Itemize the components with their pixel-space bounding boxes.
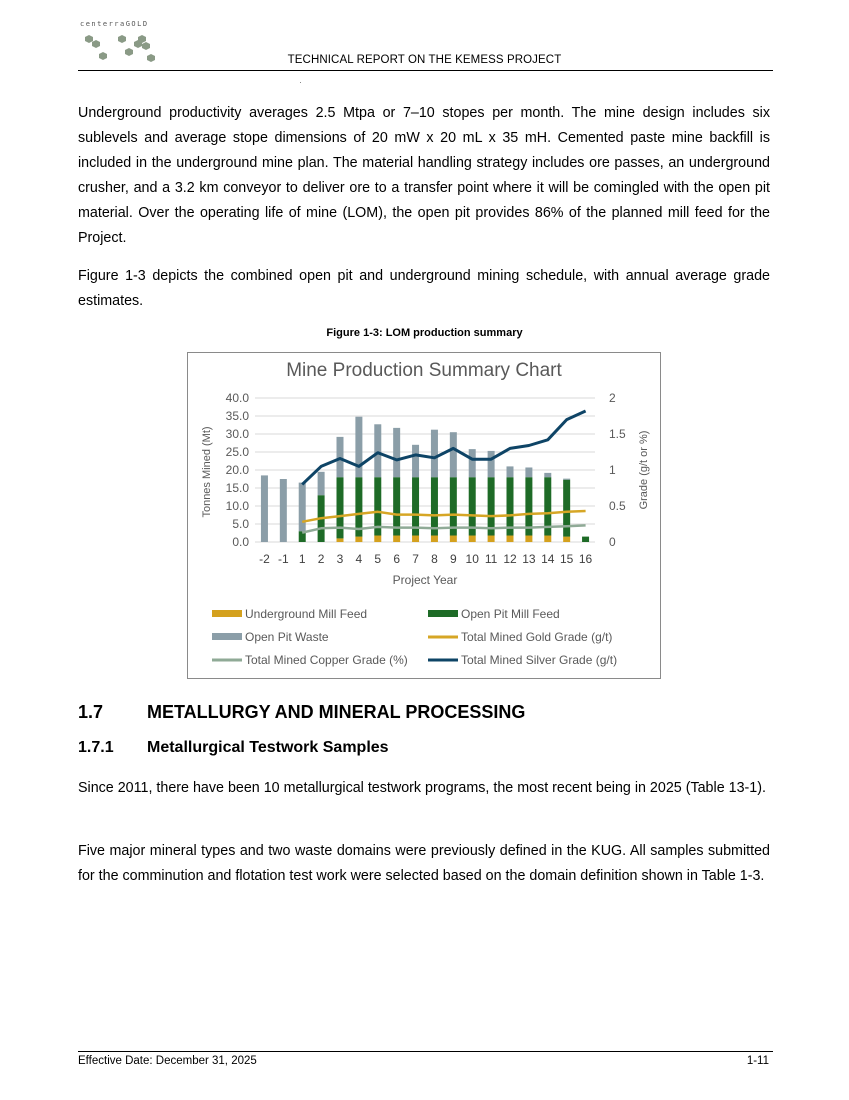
bar-segment: [299, 483, 306, 532]
production-chart: [187, 352, 661, 679]
x-tick-label: 10: [465, 552, 479, 566]
section-number: 1.7: [78, 702, 104, 722]
x-tick-label: 4: [355, 552, 363, 566]
bar-segment: [563, 537, 570, 542]
x-tick-label: -1: [277, 552, 289, 566]
bar-segment: [431, 477, 438, 535]
bar-segment: [355, 417, 362, 477]
y2-tick-label: 1.5: [609, 427, 626, 441]
bar-segment: [393, 536, 400, 542]
x-tick-label: 3: [336, 552, 344, 566]
x-axis-label: Project Year: [392, 573, 458, 587]
section-heading: [78, 702, 525, 723]
y-tick-label: 5.0: [232, 517, 249, 531]
legend-label: Open Pit Waste: [245, 630, 329, 644]
bar-segment: [582, 537, 589, 542]
bar-segment: [355, 537, 362, 542]
header-divider: [78, 70, 773, 71]
y2-tick-label: 0: [609, 535, 616, 549]
legend-label: Total Mined Gold Grade (g/t): [461, 630, 613, 644]
y-tick-label: 15.0: [225, 481, 249, 495]
bar-segment: [469, 536, 476, 542]
paragraph-mineral-types: Five major mineral types and two waste domains were previously defined in the KUG. All samples submitted for the comminution and flotation test work were selected based on the domain definition shown in Table 1-3.: [78, 843, 770, 884]
x-tick-label: 11: [484, 552, 498, 566]
legend-swatch: [428, 610, 458, 617]
bar-segment: [507, 536, 514, 542]
footer-divider: [78, 1051, 773, 1052]
y-tick-label: 40.0: [225, 391, 249, 405]
x-tick-label: 9: [449, 552, 457, 566]
x-tick-label: 5: [374, 552, 382, 566]
y-tick-label: 20.0: [225, 463, 249, 477]
chart-title: Mine Production Summary Chart: [286, 360, 562, 381]
bar-segment: [337, 477, 344, 538]
series-line: [302, 411, 585, 484]
report-title: TECHNICAL REPORT ON THE KEMESS PROJECT: [287, 54, 562, 66]
paragraph-figure-intro: Figure 1-3 depicts the combined open pit and underground mining schedule, with annual average grade estimates.: [78, 268, 770, 309]
logo-text: centerraGOLD: [80, 20, 149, 28]
y2-axis-label: Grade (g/t or %): [638, 430, 650, 510]
section-title: METALLURGY AND MINERAL PROCESSING: [147, 702, 526, 722]
x-tick-label: 7: [412, 552, 419, 566]
bar-segment: [261, 475, 268, 542]
bar-segment: [318, 472, 325, 495]
bar-segment: [488, 536, 495, 542]
bar-segment: [525, 536, 532, 542]
figure-caption: Figure 1-3: LOM production summary: [326, 327, 523, 339]
legend-label: Open Pit Mill Feed: [461, 607, 560, 621]
x-tick-label: 16: [578, 552, 593, 566]
y-tick-label: 0.0: [232, 535, 249, 549]
y-tick-label: 30.0: [225, 427, 249, 441]
x-tick-label: 13: [522, 552, 536, 566]
bar-segment: [431, 536, 438, 542]
bar-segment: [450, 432, 457, 477]
bar-segment: [450, 536, 457, 542]
bar-segment: [412, 445, 419, 477]
bar-segment: [431, 430, 438, 478]
bar-segment: [488, 451, 495, 477]
y-axis-label: Tonnes Mined (Mt): [201, 426, 213, 518]
legend-swatch: [212, 633, 242, 640]
y2-tick-label: 1: [609, 463, 616, 477]
effective-date: Effective Date: December 31, 2025: [78, 1055, 257, 1067]
bar-segment: [488, 477, 495, 535]
bar-segment: [412, 536, 419, 542]
stray-dot: [300, 82, 301, 83]
y-tick-label: 35.0: [225, 409, 249, 423]
subsection-heading: [78, 739, 389, 757]
x-tick-label: -2: [259, 552, 270, 566]
bar-segment: [374, 424, 381, 477]
y-tick-label: 25.0: [225, 445, 249, 459]
bar-segment: [507, 466, 514, 477]
y-tick-label: 10.0: [225, 499, 249, 513]
legend-swatch: [212, 610, 242, 617]
x-tick-label: 8: [431, 552, 438, 566]
bar-segment: [469, 449, 476, 477]
bar-segment: [525, 467, 532, 477]
legend-label: Total Mined Silver Grade (g/t): [461, 653, 618, 667]
x-tick-label: 1: [298, 552, 306, 566]
x-tick-label: 6: [393, 552, 401, 566]
y2-tick-label: 2: [609, 391, 616, 405]
bar-segment: [374, 536, 381, 542]
x-tick-label: 2: [317, 552, 325, 566]
production-chart-svg: [188, 353, 660, 678]
legend-label: Underground Mill Feed: [245, 607, 368, 621]
bar-segment: [563, 479, 570, 480]
legend-label: Total Mined Copper Grade (%): [245, 653, 408, 667]
bar-segment: [337, 538, 344, 542]
series-line: [302, 511, 585, 522]
series-line: [302, 525, 585, 532]
x-tick-label: 15: [559, 552, 574, 566]
subsection-title: Metallurgical Testwork Samples: [147, 739, 389, 756]
bar-segment: [544, 536, 551, 542]
x-tick-label: 14: [541, 552, 555, 566]
paragraph-underground-productivity: Underground productivity averages 2.5 Mtpa or 7–10 stopes per month. The mine design includes six sublevels and average stope dimensions of 20 mW x 20 mL x 35 mH. Cemented paste mine backfill is included in the underground mine plan. The material handling strategy includes ore passes, an underground crusher, and a 3.2 km conveyor to deliver ore to a transfer point where it will be comingled with the open pit material. Over the operating life of mine (LOM), the open pit provides 86% of the planned mill feed for the Project.: [78, 105, 770, 246]
page-number: 1-11: [746, 1055, 769, 1067]
bar-segment: [393, 428, 400, 477]
bar-segment: [563, 480, 570, 537]
bar-segment: [280, 479, 287, 542]
subsection-number: 1.7.1: [78, 739, 114, 756]
bar-segment: [544, 473, 551, 477]
paragraph-testwork-programs: Since 2011, there have been 10 metallurgical testwork programs, the most recent being in 2025 (Table 13-1).: [78, 780, 766, 796]
x-tick-label: 12: [503, 552, 517, 566]
y2-tick-label: 0.5: [609, 499, 626, 513]
